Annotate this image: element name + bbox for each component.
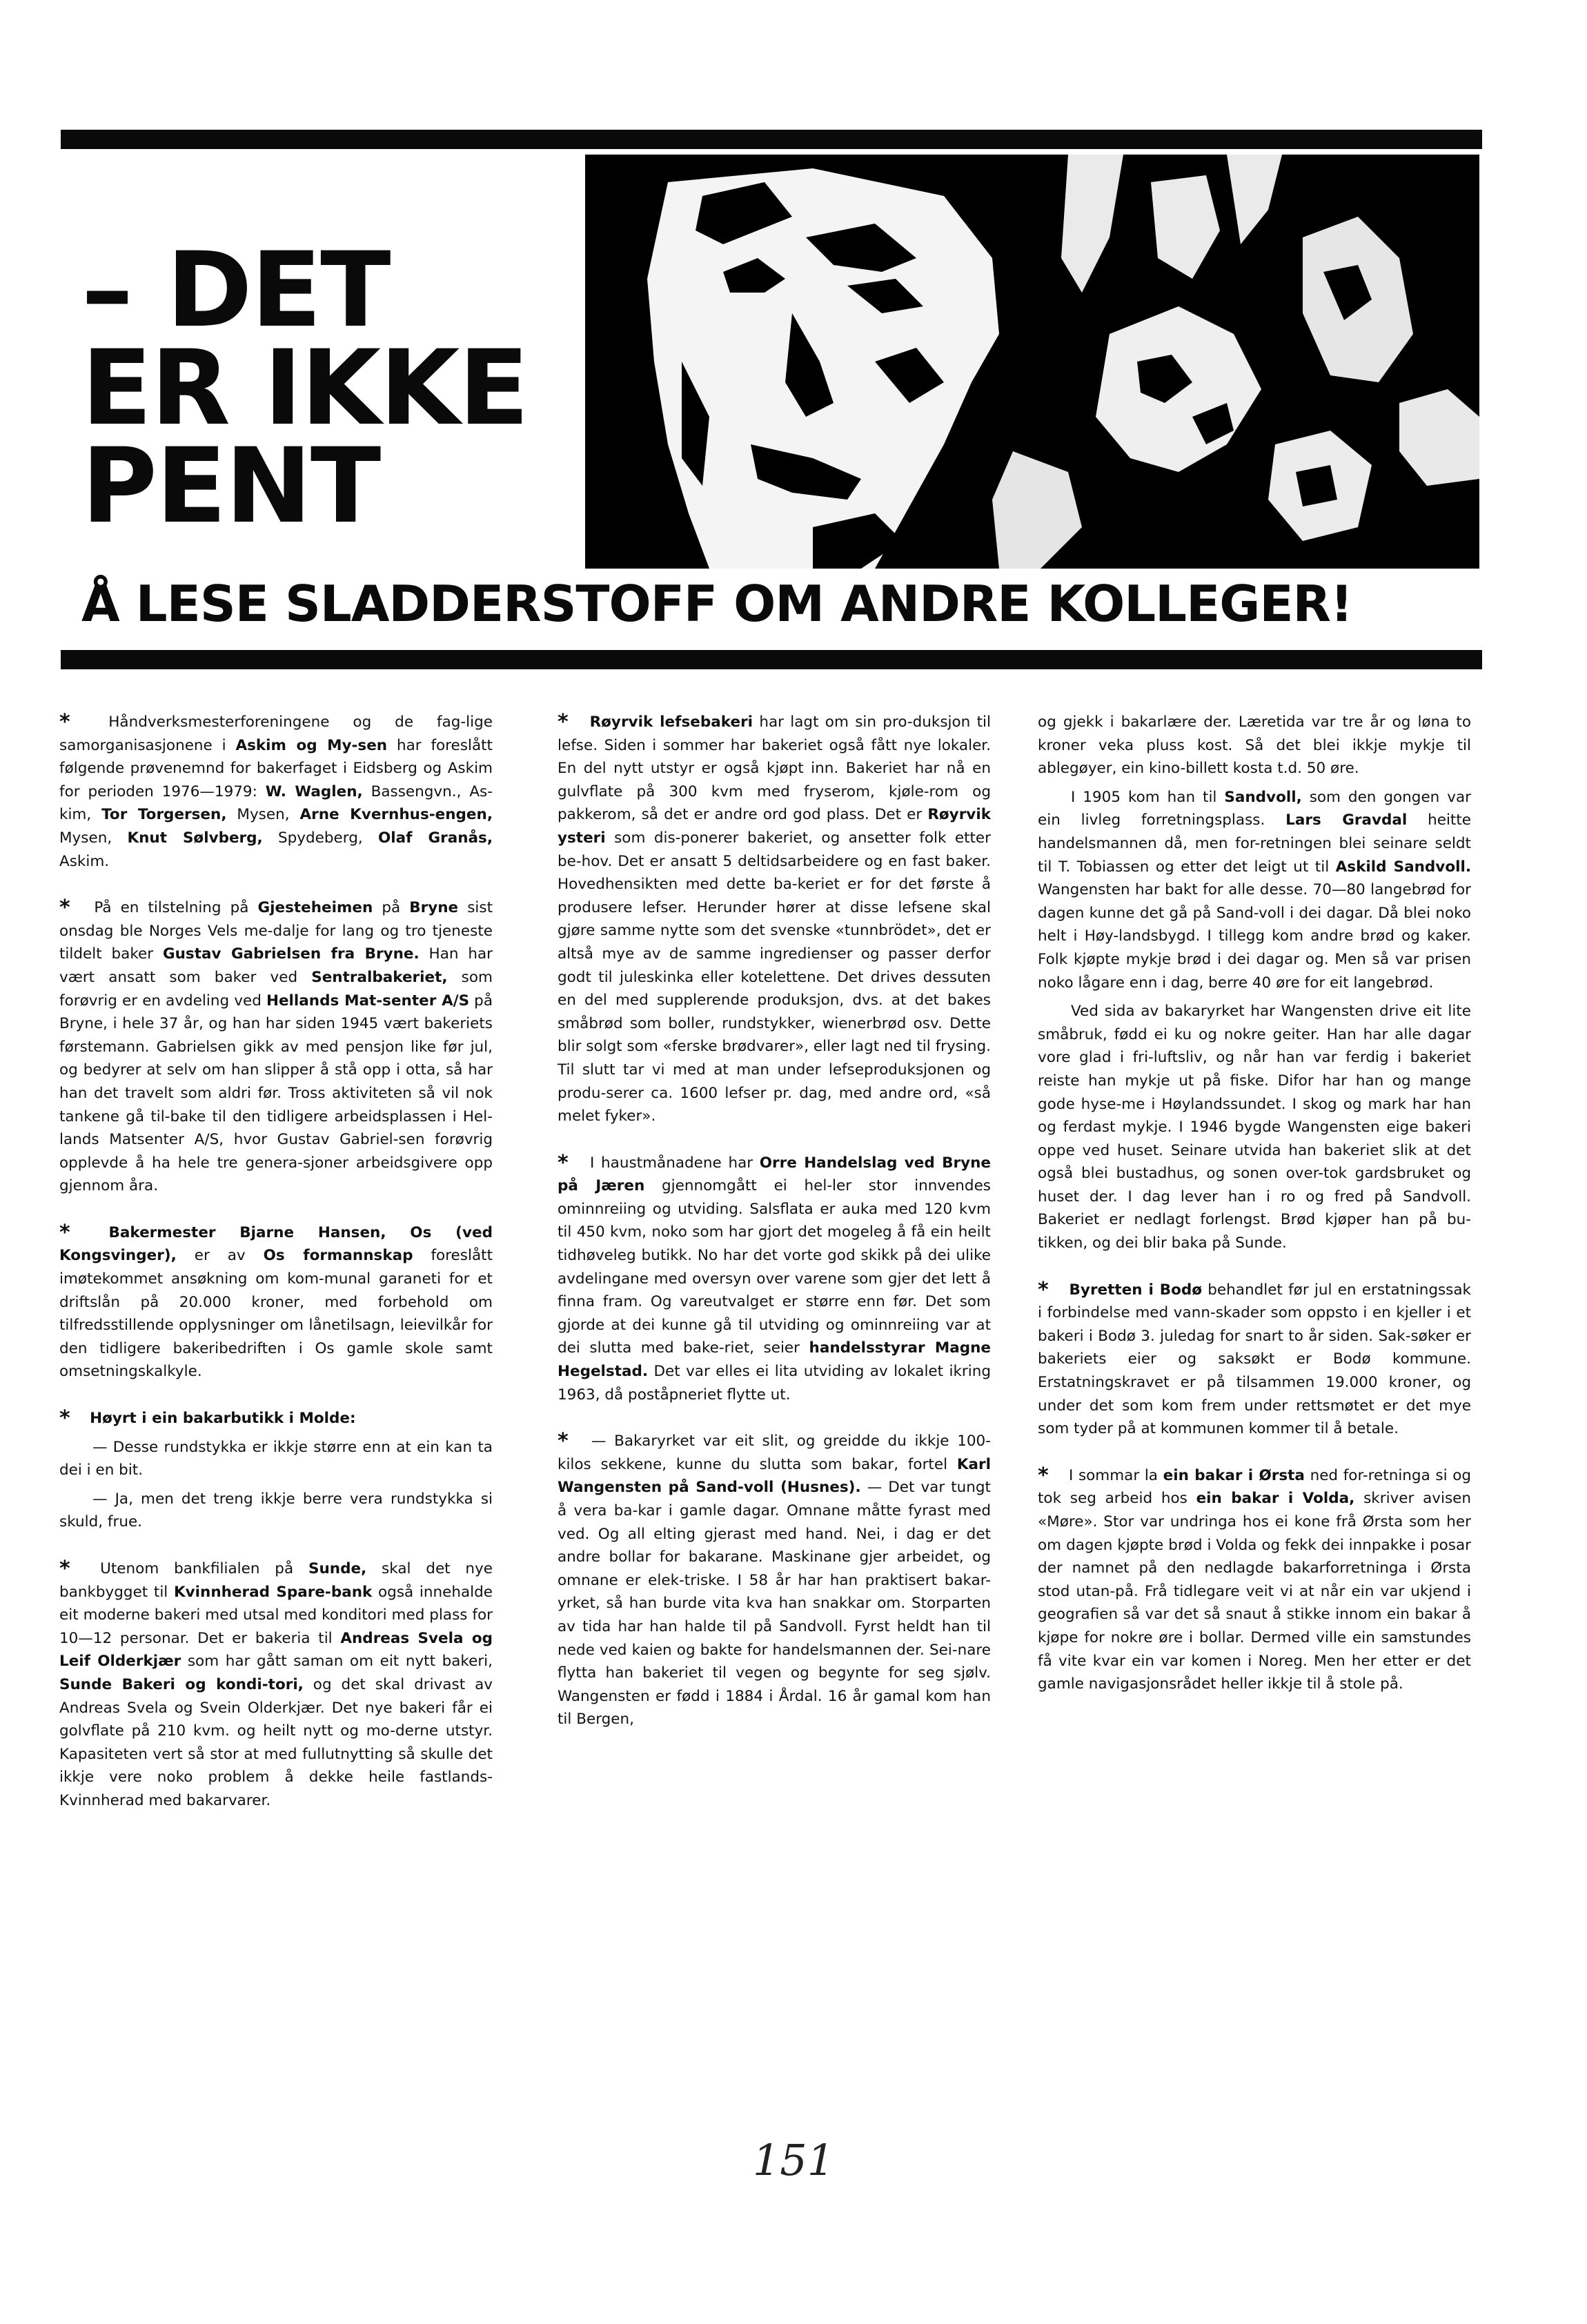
headline-line-3: PENT: [81, 426, 380, 546]
news-item: * Bakermester Bjarne Hansen, Os (ved Kongsvinger), er av Os formannskap foreslått imøtekommet ansøkning om kom-munal garaneti for et driftslån på 20.000 kroner, med forbehold om tilfredsstillende opplysninger om lånetilsagn, leievilkår for den tidligere bakeribedriften i Os gamle skole samt omsetningskalkyle.: [59, 1220, 493, 1381]
asterisk-icon: *: [558, 1150, 578, 1175]
column-1: [59, 711, 493, 1836]
top-rule: [61, 130, 1482, 149]
news-item: * Utenom bankfilialen på Sunde, skal det nye bankbygget til Kvinnherad Spare-bank også innehalde eit moderne bakeri med utsal med konditori med plass for 10—12 personar. Det er bakeria til Andreas Svela og Leif Olderkjær som har gått saman om eit nytt bakeri, Sunde Bakeri og kondi-tori, og det skal drivast av Andreas Svela og Svein Olderkjær. Det nye bakeri får ei golvflate på 210 kvm. og heilt nytt og mo-derne utstyr. Kapasiteten vert så stor at med fullutnytting så skulle det ikkje vere noko problem å dekke heile fastlands-Kvinnherad med bakarvarer.: [59, 1557, 493, 1809]
body-paragraph: Ved sida av bakaryrket har Wangensten drive eit lite småbruk, fødd ei ku og nokre geiter. Han har alle dagar vore glad i fri-luftsliv, og når han var ferdig i bakeriet reiste han mykje ut på fiske. Difor har han og mange gode hyse-me i Høylandssundet. I skog og mark har han og ferdast mykje. I 1946 bygde Wangensten eige bakeri oppe ved huset. Seinare utvida han bakeriet slik at det også blei bustadhus, og sonen over-tok gardsbruket og huset der. I dag lever han i ro og fred på Sandvoll. Bakeriet er nedlagt forlengst. Brød kjøper han på bu-tikken, og dei blir baka på Sunde.: [1038, 1003, 1471, 1252]
news-item: * Høyrt i ein bakarbutikk i Molde:: [59, 1406, 356, 1431]
asterisk-icon: *: [1038, 1277, 1057, 1302]
news-item: * Byretten i Bodø behandlet før jul en erstatningssak i forbindelse med vann-skader som oppsto i en kjeller i et bakeri i Bodø 3. juledag for snart to år siden. Sak-søker er bakeriets eier og saksøkt er Bodø kommune. Erstatningskravet er på tilsammen 19.000 kroner, og under det som kom frem under rettsmøtet er det mye som tyder på at kommunen kommer til å betale.: [1038, 1277, 1471, 1438]
asterisk-icon: *: [1038, 1463, 1056, 1488]
bottom-rule: [61, 650, 1482, 669]
column-3: [1038, 711, 1471, 1720]
asterisk-icon: *: [59, 1557, 88, 1581]
asterisk-icon: *: [59, 1406, 78, 1431]
subheadline: Å LESE SLADDERSTOFF OM ANDRE KOLLEGER!: [81, 575, 1352, 633]
asterisk-icon: *: [59, 1220, 97, 1245]
headline-line-2: ER IKKE: [81, 328, 528, 449]
continued-text: og gjekk i bakarlære der. Læretida var tre år og løna to kroner veka pluss kost. Så det blei ikkje mykje til ablegøyer, ein kino-billett kosta t.d. 50 øre.: [1038, 713, 1471, 778]
news-item: * Røyrvik lefsebakeri har lagt om sin pro-duksjon til lefse. Siden i sommer har bakeriet også fått nye lokaler. En del nytt utstyr er også kjøpt inn. Bakeriet har nå en gulvflate på 300 kvm med fryserom, kjøle-rom og pakkerom, så det er andre ord god plass. Det er Røyrvik ysteri som dis-ponerer bakeriet, og ansetter folk etter be-hov. Det er ansatt 5 deltidsarbeidere og en fast baker. Hovedhensikten med dette ba-keriet er for det første å produsere lefser. Herunder hører at disse lefsene skal gjøre samme nytte som det svenske «tunnbrödet», det er altså mye av de samme ingredienser og passer derfor godt til juleskinka eller kotelettene. Det drives dessuten en del med supplerende produksjon, dvs. at det bakes småbrød som boller, rundstykker, wienerbrød osv. Dette blir solgt som «ferske brødvarer», eller lagt ned til frysing. Til slutt tar vi med at man under lefseproduksjonen og produ-serer ca. 1600 lefser pr. dag, med andre ord, «så melet fyker».: [558, 710, 991, 1125]
asterisk-icon: *: [59, 896, 82, 920]
news-item: * I sommar la ein bakar i Ørsta ned for-retninga si og tok seg arbeid hos ein bakar i Volda, skriver avisen «Møre». Stor var undringa hos ei kone frå Ørsta som her om dagen kjøpte brød i Volda og fekk dei innpakke i posar der namnet på den nedlagde bakarforretninga i Ørsta stod utan-på. Frå tidlegare veit vi at når ein var ukjend i geografien så var det så snaut å stikke innom ein bakar å kjøpe for nokre øre i bollar. Dermed ville ein samstundes få vite kvar ein var komen i Noreg. Men her etter er det gamle navigasjonsrådet heller ikkje til å stole på.: [1038, 1463, 1472, 1693]
headline: [81, 230, 564, 546]
dialogue-line: — Desse rundstykka er ikkje større enn at ein kan ta dei i en bit.: [59, 1438, 493, 1479]
news-item: * På en tilstelning på Gjesteheimen på Bryne sist onsdag ble Norges Vels me-dalje for lang og tro tjeneste tildelt baker Gustav Gabrielsen fra Bryne. Han har vært ansatt som baker ved Sentralbakeriet, som forøvrig er en avdeling ved Hellands Mat-senter A/S på Bryne, i hele 37 år, og han har siden 1945 vært bakeriets førstemann. Gabrielsen gikk av med pensjon like før jul, og bedyrer at selv om han slipper å stå opp i otta, så har han det travelt som aldri før. Tross aktiviteten så vil nok tankene gå til-bake til den tidligere arbeidsplassen i Hel-lands Matsenter A/S, hvor Gustav Gabriel-sen forøvrig opplevde å ha hele tre genera-sjoner arbeidsgivere opp gjennom åra.: [59, 896, 493, 1195]
news-item: * I haustmånadene har Orre Handelslag ved Bryne på Jæren gjennomgått ei hel-ler stor innvendes ominnreiing og utviding. Salsflata er auka med 120 kvm til 450 kvm, noko som har gjort det mogeleg å få ein heilt tidhøveleg butikk. No har det vorte god skikk på dei ulike avdelingane med oversyn over varene som gjer det lett å finna fram. Og vareutvalget er større enn før. Det som gjorde at dei kunne gå til utviding og ominnreiing var at dei slutta med bake-riet, seier handelsstyrar Magne Hegelstad. Det var elles ei lita utviding av lokalet ikring 1963, då poståpneriet flytte ut.: [558, 1150, 992, 1404]
portrait-illustration: [585, 155, 1479, 569]
portrait-photo: [585, 155, 1479, 569]
dialogue-line: — Ja, men det treng ikkje berre vera rundstykka si skuld, frue.: [59, 1490, 493, 1531]
news-item: * — Bakaryrket var eit slit, og greidde du ikkje 100-kilos sekkene, kunne du slutta som bakar, fortel Karl Wangensten på Sand-voll (Husnes). — Det var tungt å vera ba-kar i gamle dagar. Omnane måtte fyrast med ved. Og all elting gjerast med hand. Nei, i dag er det andre bollar for bakarane. Maskinane gjer arbeidet, og omnane er elek-triske. I 58 år har han praktisert bakar-yrket, så han burde vita kva han snakkar om. Storparten av tida har han halde til på Sandvoll. Fyrst heldt han til nede ved kaien og bakte for handelsmannen der. Sei-nare flytta han bakeriet til vegen og begynte for seg sjølv. Wangensten er fødd i 1884 i Årdal. 16 år gamal kom han til Bergen,: [558, 1429, 991, 1729]
body-paragraph: I 1905 kom han til Sandvoll, som den gongen var ein livleg forretningsplass. Lars Gravdal heitte handelsmannen då, men for-retningen blei seinare seldt til T. Tobiassen og etter det leigt ut til Askild Sandvoll. Wangensten har bakt for alle desse. 70—80 langebrød for dagen kunne det gå på Sand-voll i dei dagar. Då blei noko helt i Høy-landsbygd. I tillegg kom andre brød og kaker. Folk kjøpte mykje brød i dei dagar og. Men så var prisen noko lågare enn i dag, berre 40 øre for eit langebrød.: [1038, 788, 1472, 992]
headline-line-1: – DET: [81, 230, 390, 351]
column-2: [558, 711, 991, 1755]
news-item: * Håndverksmesterforeningene og de fag-lige samorganisasjonene i Askim og My-sen har foreslått følgende prøvenemnd for bakerfaget i Eidsberg og Askim for perioden 1976—1979: W. Waglen, Bassengvn., As-kim, Tor Torgersen, Mysen, Arne Kvernhus-engen, Mysen, Knut Sølvberg, Spydeberg, Olaf Granås, Askim.: [59, 710, 493, 870]
asterisk-icon: *: [558, 1429, 579, 1454]
asterisk-icon: *: [558, 710, 578, 734]
page-number: 151: [752, 2135, 835, 2185]
asterisk-icon: *: [59, 710, 97, 734]
